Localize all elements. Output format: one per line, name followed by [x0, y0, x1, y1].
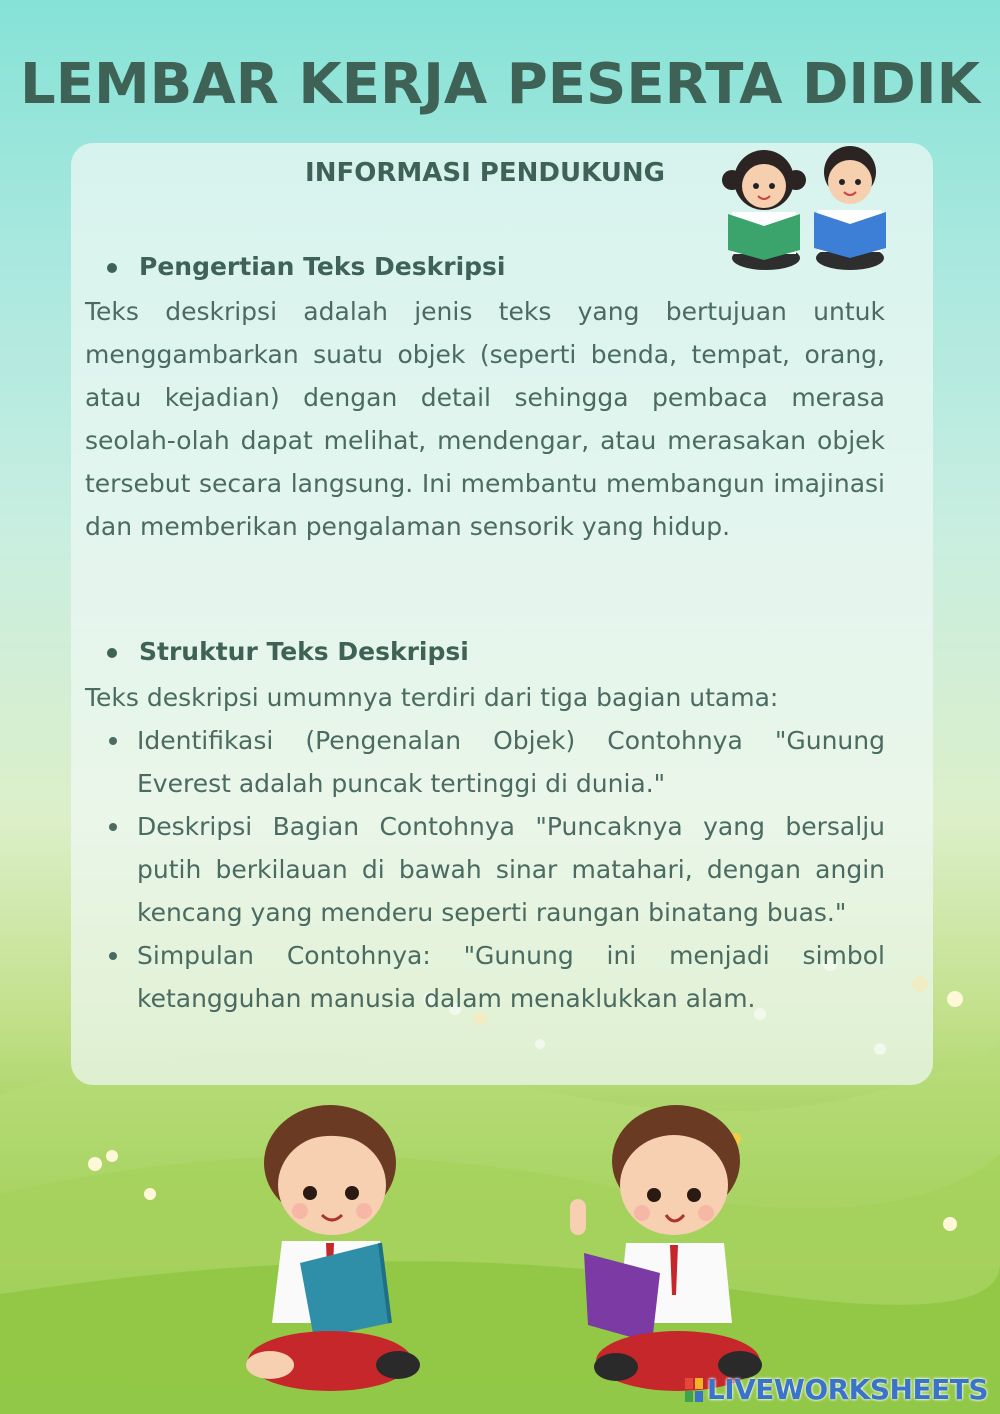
- list-item: Deskripsi Bagian Contohnya "Puncaknya yang bersalju putih berkilauan di bawah sinar matahari, dengan angin kencang yang menderu seperti raungan binatang buas.": [107, 805, 885, 934]
- boy-reading-book-icon: [230, 1103, 430, 1403]
- section-heading-label: Pengertian Teks Deskripsi: [139, 252, 506, 281]
- section-subtitle: INFORMASI PENDUKUNG: [305, 158, 665, 188]
- page-title: LEMBAR KERJA PESERTA DIDIK: [20, 52, 980, 117]
- bullet-icon: [107, 648, 117, 658]
- liveworksheets-logo-icon: [685, 1378, 703, 1402]
- two-kids-reading-icon: [718, 140, 894, 274]
- list-item: Simpulan Contohnya: "Gunung ini menjadi simbol ketangguhan manusia dalam menaklukkan alam.: [107, 934, 885, 1020]
- structure-intro: Teks deskripsi umumnya terdiri dari tiga bagian utama:: [85, 683, 779, 712]
- section-heading-struktur: [107, 637, 469, 666]
- section-heading-pengertian: [107, 252, 506, 281]
- liveworksheets-watermark: [685, 1373, 988, 1406]
- list-item: Identifikasi (Pengenalan Objek) Contohnya "Gunung Everest adalah puncak tertinggi di dunia.": [107, 719, 885, 805]
- section-heading-label: Struktur Teks Deskripsi: [139, 637, 469, 666]
- bullet-icon: [107, 263, 117, 273]
- boy-pointing-with-book-icon: [570, 1103, 770, 1403]
- structure-list: [107, 719, 885, 1020]
- watermark-text: LIVEWORKSHEETS: [706, 1373, 988, 1406]
- definition-paragraph: Teks deskripsi adalah jenis teks yang bertujuan untuk menggambarkan suatu objek (seperti benda, tempat, orang, atau kejadian) dengan detail sehingga pembaca merasa seolah-olah dapat melihat, mendengar, atau merasakan objek tersebut secara langsung. Ini membantu membangun imajinasi dan memberikan pengalaman sensorik yang hidup.: [85, 297, 885, 541]
